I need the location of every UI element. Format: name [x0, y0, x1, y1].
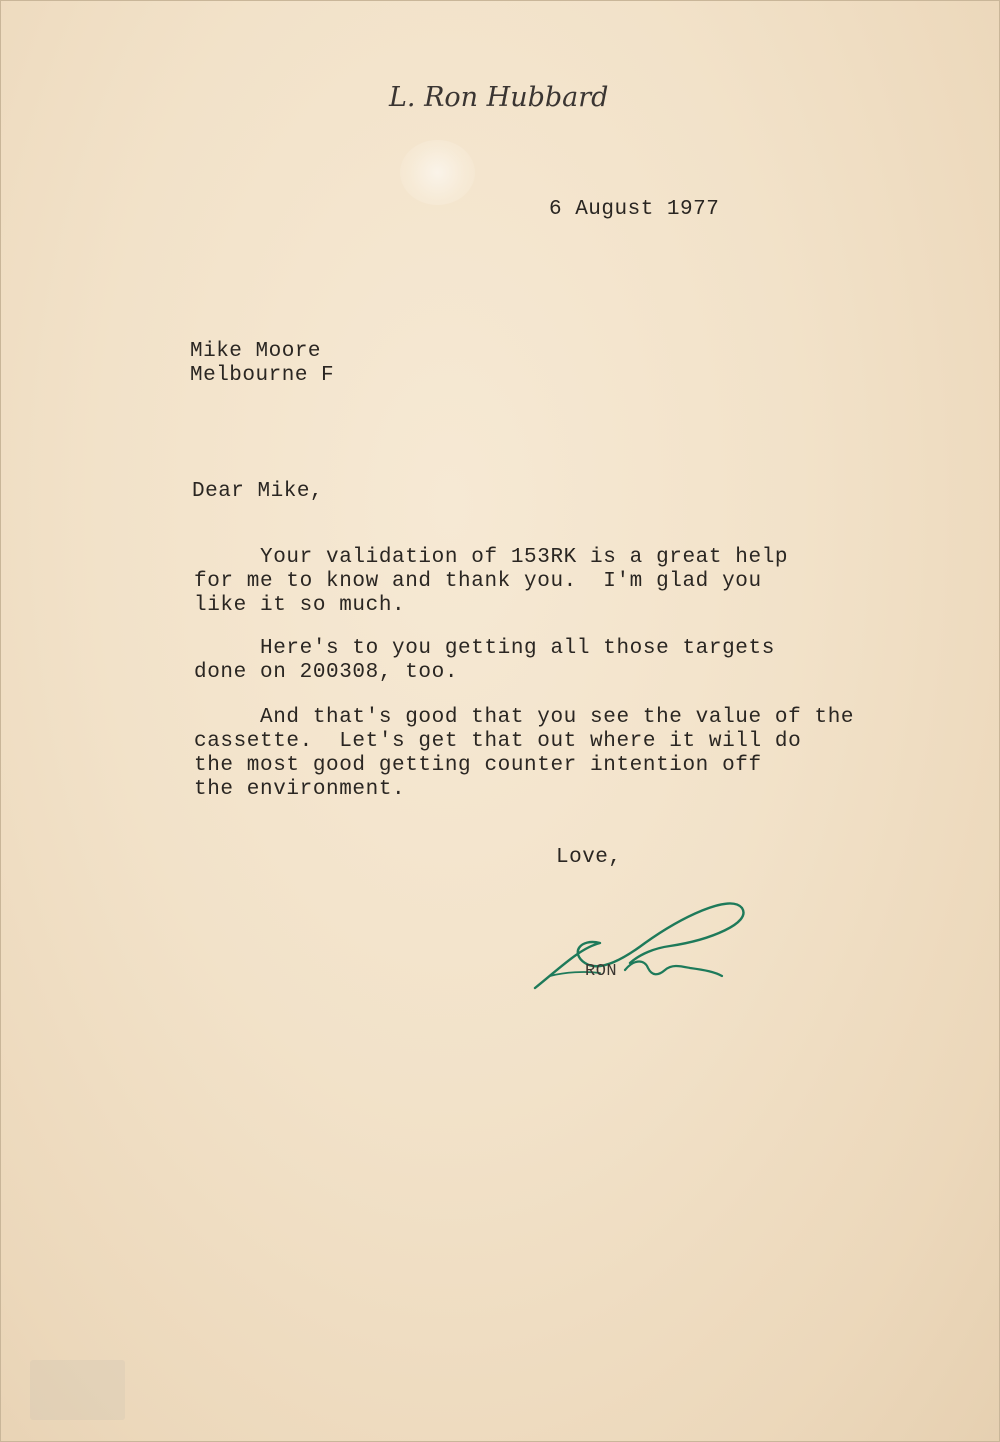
body-paragraph-2: Here's to you getting all those targets done on 200308, too. — [194, 637, 775, 684]
letter-date: 6 August 1977 — [549, 198, 720, 221]
handwritten-signature — [530, 888, 760, 998]
letterhead-logo — [385, 78, 625, 118]
addressee-block — [190, 340, 334, 388]
addressee-name: Mike Moore — [190, 340, 322, 363]
signature-drawing — [530, 888, 760, 998]
typed-signature: RON — [585, 962, 618, 981]
salutation: Dear Mike, — [192, 480, 324, 503]
letterhead-name: L. Ron Hubbard — [389, 82, 609, 113]
closing: Love, — [556, 846, 622, 869]
paper-stain — [400, 140, 475, 205]
body-paragraph-3: And that's good that you see the value of the cassette. Let's get that out where it will do the most good getting counter intention off the environment. — [194, 706, 855, 801]
letterhead-script — [385, 78, 625, 118]
body-paragraph-1: Your validation of 153RK is a great help for me to know and thank you. I'm glad you like it so much. — [194, 546, 789, 617]
addressee-location: Melbourne F — [190, 364, 335, 387]
archive-stamp — [30, 1360, 125, 1420]
